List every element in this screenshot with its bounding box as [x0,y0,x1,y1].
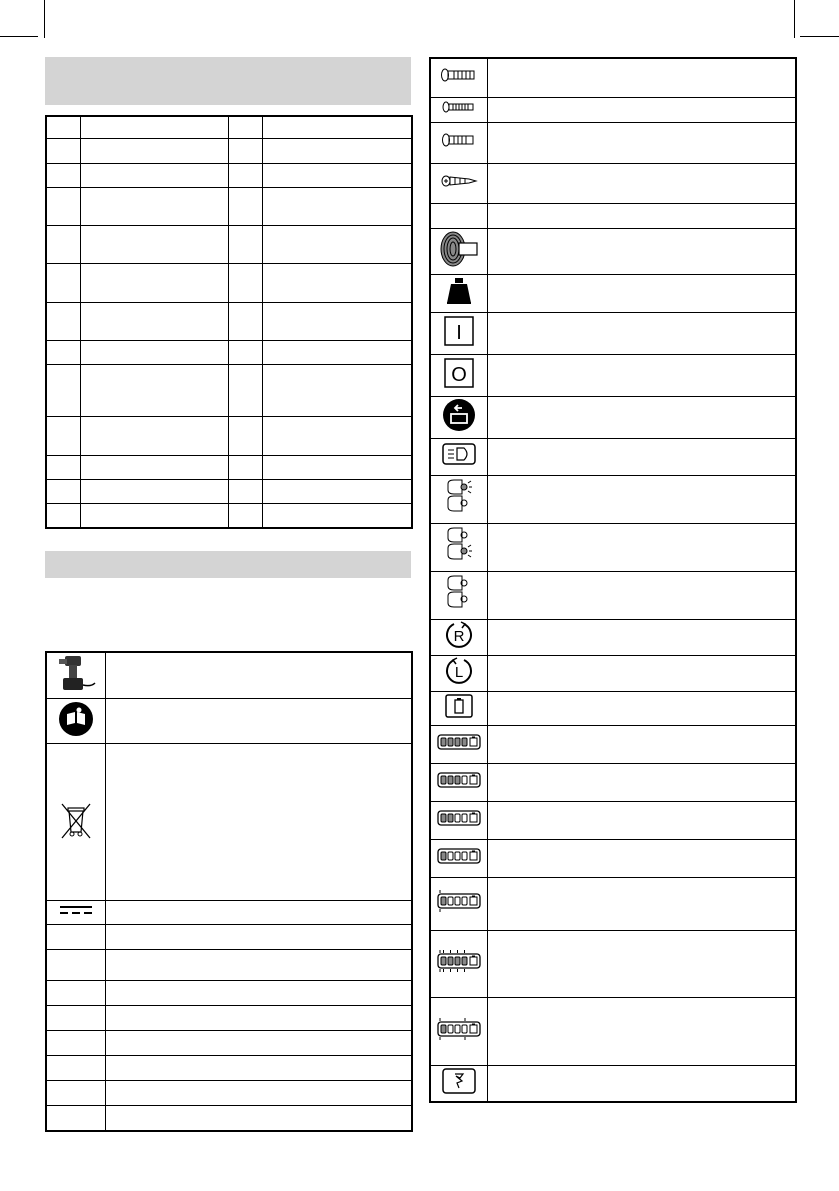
right-symbol-icon-cell [430,523,487,571]
left-symbol-icon-cell [46,925,105,950]
right-symbol-description [487,655,796,691]
left-symbol-icon-cell [46,652,105,699]
right-symbol-row [430,997,796,1065]
bolt-large-icon [439,66,479,84]
parts-table-cell [262,187,412,225]
parts-table-row [46,138,412,163]
parts-table-cell [46,225,80,263]
battery-level-5-icon [436,730,482,754]
bolt-fine-icon [439,100,479,114]
parts-table-cell [228,138,262,163]
left-symbol-description [105,1106,412,1131]
left-symbol-row [46,981,412,1006]
right-symbol-icon-cell [430,163,487,203]
right-symbol-description [487,312,796,354]
right-symbol-row [430,691,796,725]
right-symbol-icon-cell [430,228,487,274]
impact-driver-icon [53,653,99,693]
right-symbol-description [487,97,796,122]
parts-table-row [46,340,412,364]
parts-table-cell [80,116,228,138]
crossed-bin-icon [59,800,93,840]
parts-table-cell [46,302,80,340]
left-symbol-row [46,925,412,950]
parts-table-cell [228,263,262,302]
right-symbol-row [430,655,796,691]
parts-table-cell [80,340,228,364]
right-symbols-table [429,57,797,1103]
right-symbol-description [487,725,796,763]
right-symbol-icon-cell [430,691,487,725]
parts-table-cell [262,263,412,302]
parts-table-row [46,364,412,416]
right-symbol-icon-cell [430,930,487,997]
parts-table-row [46,187,412,225]
right-symbol-icon-cell [430,801,487,839]
parts-table-cell [262,503,412,528]
symbols-section-heading [45,551,411,578]
left-symbol-icon-cell [46,1081,105,1106]
parts-table-cell [262,455,412,479]
crop-mark-top-right [794,0,795,38]
left-symbol-row [46,1031,412,1056]
right-symbol-description [487,58,796,97]
left-symbol-row [46,1056,412,1081]
parts-table-cell [262,479,412,503]
right-symbol-description [487,438,796,475]
parts-table-cell [80,302,228,340]
parts-table-cell [80,416,228,455]
right-symbol-row [430,228,796,274]
led-light-icon [442,443,476,465]
left-symbol-description [105,1006,412,1031]
self-drilling-mode-icon [442,1068,476,1094]
parts-table-cell [228,116,262,138]
right-symbol-description [487,228,796,274]
right-symbol-description [487,930,796,997]
parts-table-cell [46,479,80,503]
right-symbol-row [430,274,796,312]
left-symbol-icon-cell [46,744,105,901]
right-symbol-row [430,312,796,354]
right-symbol-row [430,839,796,877]
right-symbol-row [430,801,796,839]
parts-table-row [46,263,412,302]
direct-current-icon [56,903,96,917]
parts-table-cell [46,455,80,479]
right-symbol-description [487,1065,796,1102]
right-symbol-description [487,691,796,725]
parts-table-cell [228,503,262,528]
parts-table [45,115,413,529]
right-symbol-icon-cell [430,997,487,1065]
square-drive-anvil-icon [437,229,481,269]
left-symbol-description [105,699,412,744]
battery-overheat-blink-icon [436,1017,482,1041]
parts-table-cell [228,187,262,225]
parts-table-cell [228,364,262,416]
parts-table-cell [46,364,80,416]
right-symbol-icon-cell [430,438,487,475]
parts-section-heading [45,57,411,105]
parts-table-row [46,479,412,503]
battery-level-3-icon [436,806,482,830]
right-symbol-row [430,203,796,228]
left-symbol-icon-cell [46,981,105,1006]
svg-text:R: R [453,627,465,645]
left-symbol-row [46,744,412,901]
parts-table-cell [46,340,80,364]
right-symbol-description [487,997,796,1065]
parts-table-cell [80,225,228,263]
parts-table-cell [80,187,228,225]
parts-table-cell [228,479,262,503]
left-symbol-row [46,950,412,981]
crop-mark-top-left [44,0,45,38]
left-symbol-row [46,1081,412,1106]
parts-table-cell [80,479,228,503]
left-symbol-description [105,1031,412,1056]
parts-table-cell [262,116,412,138]
right-symbol-icon-cell [430,763,487,801]
battery-icon [445,694,473,718]
left-symbol-icon-cell [46,1056,105,1081]
svg-text:O: O [450,363,467,386]
svg-text:L: L [454,663,463,681]
right-symbol-row [430,396,796,438]
right-symbol-icon-cell [430,619,487,655]
right-symbol-row [430,163,796,203]
rotation-right-icon [444,620,474,650]
right-symbol-description [487,877,796,930]
right-symbol-row [430,438,796,475]
right-symbol-icon-cell [430,58,487,97]
parts-table-cell [228,302,262,340]
right-symbol-row [430,97,796,122]
parts-table-row [46,225,412,263]
parts-table-cell [262,340,412,364]
parts-table-cell [80,138,228,163]
right-symbol-row [430,58,796,97]
right-symbol-description [487,523,796,571]
right-symbol-description [487,163,796,203]
right-symbol-row [430,571,796,619]
mode-indicator-bottom-icon [444,526,474,564]
right-symbol-row [430,354,796,396]
parts-table-cell [46,503,80,528]
parts-table-cell [262,364,412,416]
right-symbol-icon-cell [430,475,487,523]
right-symbol-icon-cell [430,1065,487,1102]
weight-icon [444,276,474,306]
right-symbol-description [487,475,796,523]
parts-table-cell [80,263,228,302]
mode-change-icon [442,398,476,432]
parts-table-cell [46,263,80,302]
parts-table-cell [46,163,80,187]
right-symbol-description [487,571,796,619]
crop-mark-top-left-h [0,36,38,37]
parts-table-row [46,116,412,138]
right-symbol-description [487,203,796,228]
right-symbol-description [487,763,796,801]
left-symbol-icon-cell [46,1031,105,1056]
left-symbol-icon-cell [46,1106,105,1131]
battery-all-blink-icon [436,949,482,973]
right-symbol-description [487,839,796,877]
left-symbol-description [105,1081,412,1106]
battery-level-1-blink-icon [436,889,482,913]
left-symbol-description [105,1056,412,1081]
parts-table-row [46,455,412,479]
right-symbol-description [487,619,796,655]
parts-table-row [46,503,412,528]
right-symbol-row [430,763,796,801]
parts-table-cell [80,503,228,528]
battery-level-2-icon [436,844,482,868]
parts-table-cell [262,416,412,455]
power-off-icon [444,358,474,388]
mode-indicator-top-icon [444,478,474,516]
parts-table-cell [262,302,412,340]
parts-table-cell [46,116,80,138]
parts-table-cell [262,138,412,163]
right-symbol-icon-cell [430,274,487,312]
left-symbol-description [105,950,412,981]
right-symbol-row [430,930,796,997]
parts-table-row [46,302,412,340]
right-symbol-icon-cell [430,839,487,877]
left-symbol-row [46,901,412,925]
left-symbol-description [105,652,412,699]
right-symbol-description [487,122,796,163]
right-symbol-row [430,475,796,523]
mode-indicator-off-icon [444,574,474,612]
right-symbol-row [430,122,796,163]
tapping-screw-icon [439,173,479,189]
right-symbol-icon-cell [430,725,487,763]
right-symbol-icon-cell [430,571,487,619]
left-symbol-description [105,744,412,901]
left-symbol-icon-cell [46,901,105,925]
parts-table-cell [228,416,262,455]
parts-table-cell [80,455,228,479]
left-symbol-row [46,699,412,744]
right-symbol-icon-cell [430,655,487,691]
left-symbol-row [46,652,412,699]
left-symbol-description [105,901,412,925]
parts-table-cell [228,163,262,187]
right-symbol-row [430,619,796,655]
left-symbol-icon-cell [46,699,105,744]
parts-table-cell [80,163,228,187]
right-symbol-row [430,877,796,930]
right-symbol-icon-cell [430,396,487,438]
right-symbol-icon-cell [430,312,487,354]
parts-table-cell [46,138,80,163]
left-symbol-description [105,925,412,950]
parts-table-cell [228,225,262,263]
parts-table-cell [262,225,412,263]
svg-text:I: I [455,321,462,344]
left-symbol-row [46,1006,412,1031]
right-symbol-description [487,354,796,396]
right-symbol-description [487,396,796,438]
right-symbol-row [430,523,796,571]
parts-table-cell [46,187,80,225]
crop-mark-top-right-h [800,36,839,37]
right-symbol-icon-cell [430,354,487,396]
right-symbol-icon-cell [430,122,487,163]
right-symbol-row [430,725,796,763]
parts-table-cell [262,163,412,187]
parts-table-cell [46,416,80,455]
left-symbol-row [46,1106,412,1131]
left-symbol-description [105,981,412,1006]
parts-table-row [46,163,412,187]
power-on-icon [444,316,474,346]
right-symbol-icon-cell [430,877,487,930]
right-symbol-row [430,1065,796,1102]
right-symbol-description [487,274,796,312]
parts-table-row [46,416,412,455]
left-symbols-table [45,651,413,1132]
right-symbol-description [487,801,796,839]
battery-level-4-icon [436,768,482,792]
left-symbol-icon-cell [46,1006,105,1031]
parts-table-cell [228,455,262,479]
rotation-left-icon [444,656,474,686]
read-manual-icon [58,701,94,737]
bolt-medium-icon [439,131,479,149]
right-symbol-icon-cell [430,97,487,122]
right-symbol-icon-cell [430,203,487,228]
parts-table-cell [228,340,262,364]
left-symbol-icon-cell [46,950,105,981]
parts-table-cell [80,364,228,416]
